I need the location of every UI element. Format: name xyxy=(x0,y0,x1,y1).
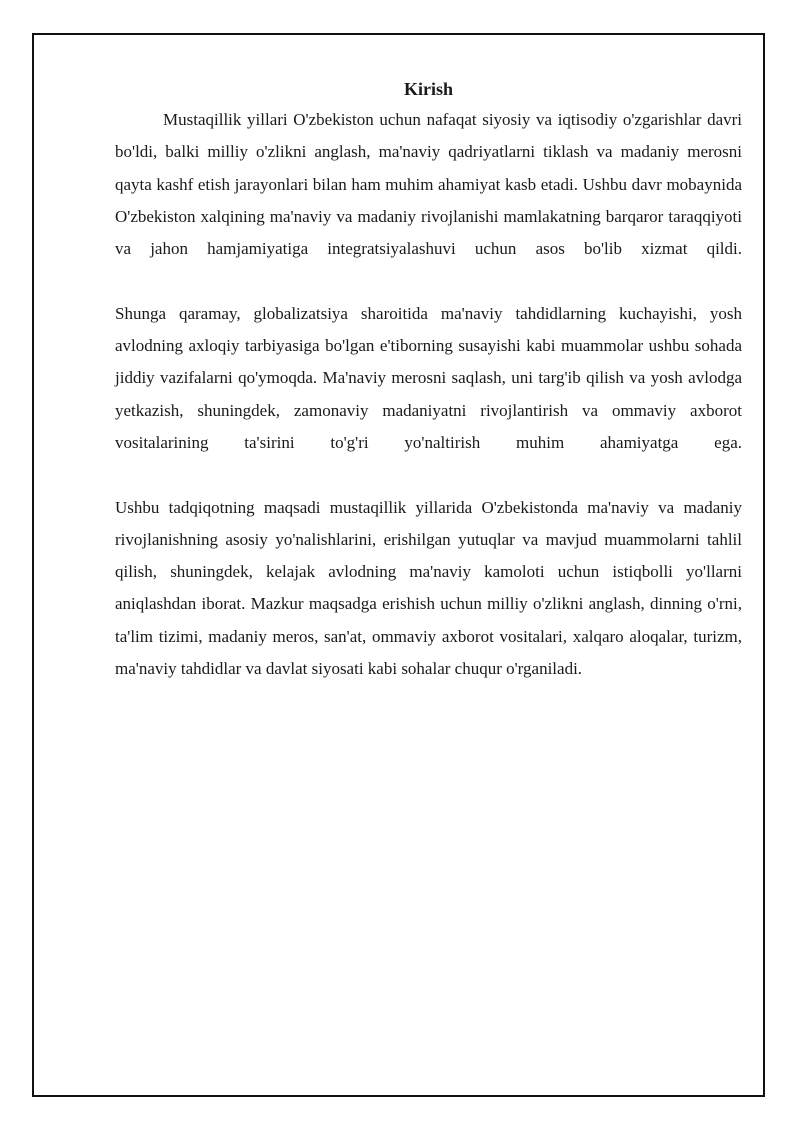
page-title: Kirish xyxy=(403,79,453,99)
paragraph-spacer xyxy=(115,265,742,297)
document-body xyxy=(115,74,742,685)
paragraph-intro: Mustaqillik yillari O'zbekiston uchun nafaqat siyosiy va iqtisodiy o'zgarishlar davri bo'ldi, balki milliy o'zlikni anglash, ma'naviy qadriyatlarni tiklash va madaniy merosni qayta kashf etish jarayonlari bilan ham muhim ahamiyat kasb etadi. Ushbu davr mobaynida O'zbekiston xalqining ma'naviy va madaniy rivojlanishi mamlakatning barqaror taraqqiyoti va jahon hamjamiyatiga integratsiyalashuvi uchun asos bo'lib xizmat qildi. xyxy=(115,110,742,259)
paragraph-challenges: Shunga qaramay, globalizatsiya sharoitida ma'naviy tahdidlarning kuchayishi, yosh avlodning axloqiy tarbiyasiga bo'lgan e'tiborning susayishi kabi muammolar ushbu sohada jiddiy vazifalarni qo'ymoqda. Ma'naviy merosni saqlash, uni targ'ib qilish va yosh avlodga yetkazish, shuningdek, zamonaviy madaniyatni rivojlantirish va ommaviy axborot vositalarining ta'sirini to'g'ri yo'naltirish muhim ahamiyatga ega. xyxy=(115,303,742,452)
paragraph-spacer xyxy=(115,459,742,491)
paragraph-goal: Ushbu tadqiqotning maqsadi mustaqillik yillarida O'zbekistonda ma'naviy va madaniy rivojlanishning asosiy yo'nalishlarini, erishilgan yutuqlar va mavjud muammolarni tahlil qilish, shuningdek, kelajak avlodning ma'naviy kamoloti uchun istiqbolli yo'llarni aniqlashdan iborat. Mazkur maqsadga erishish uchun milliy o'zlikni anglash, dinning o'rni, ta'lim tizimi, madaniy meros, san'at, ommaviy axborot vositalari, xalqaro aloqalar, turizm, ma'naviy tahdidlar va davlat siyosati kabi sohalar chuqur o'rganiladi. xyxy=(115,497,742,679)
